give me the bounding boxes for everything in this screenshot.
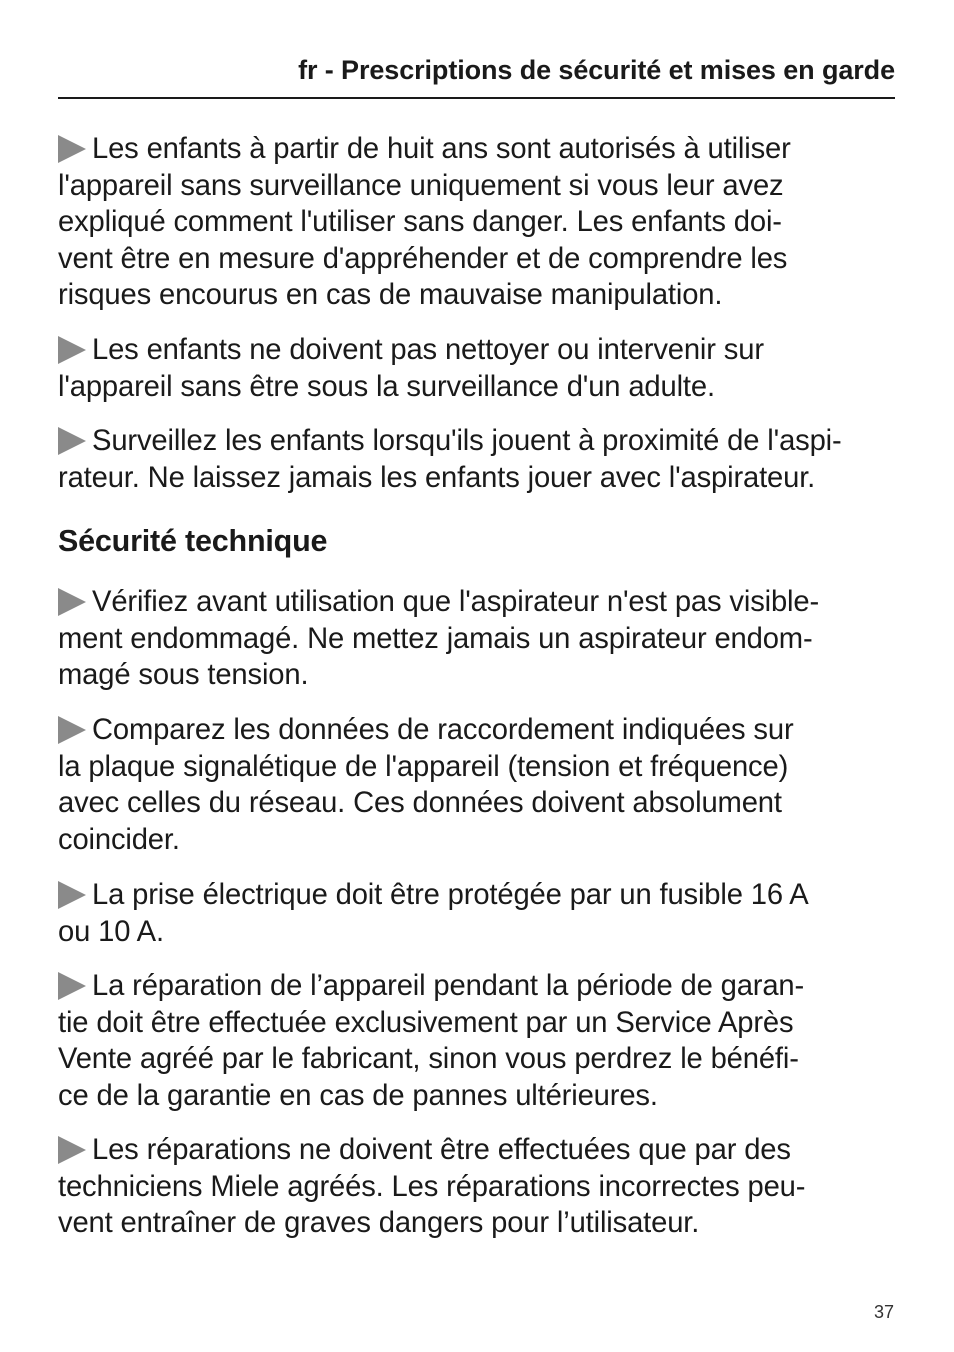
paragraph-line xyxy=(58,131,898,168)
triangle-bullet-icon xyxy=(58,716,86,744)
triangle-bullet-icon xyxy=(58,972,86,1000)
paragraph-line: tie doit être effectuée exclusivement par un Service Après xyxy=(58,1006,794,1039)
safety-paragraph xyxy=(58,332,898,405)
paragraph-line-text: Surveillez les enfants lorsqu'ils jouent à proximité de l'aspi- xyxy=(92,425,842,457)
safety-paragraph xyxy=(58,877,898,950)
page-number: 37 xyxy=(873,1302,894,1322)
paragraph-line xyxy=(58,332,898,369)
triangle-bullet-icon xyxy=(58,1136,86,1164)
safety-paragraph xyxy=(58,584,898,694)
safety-paragraph xyxy=(58,712,898,858)
paragraph-line: magé sous tension. xyxy=(58,659,309,692)
paragraph-line-text: Les réparations ne doivent être effectuées que par des xyxy=(92,1134,791,1166)
triangle-bullet-icon xyxy=(58,336,86,364)
triangle-bullet-icon xyxy=(58,135,86,163)
paragraph-line: risques encourus en cas de mauvaise manipulation. xyxy=(58,279,723,312)
paragraph-line xyxy=(58,423,898,460)
paragraph-line xyxy=(58,584,898,621)
paragraph-line: la plaque signalétique de l'appareil (tension et fréquence) xyxy=(58,750,789,783)
paragraph-line-text: La prise électrique doit être protégée par un fusible 16 A xyxy=(92,879,809,911)
safety-paragraph xyxy=(58,423,898,496)
paragraph-line: expliqué comment l'utiliser sans danger. Les enfants doi- xyxy=(58,206,782,239)
paragraph-line: vent entraîner de graves dangers pour l’utilisateur. xyxy=(58,1207,700,1240)
paragraph-line-text: Les enfants à partir de huit ans sont autorisés à utiliser xyxy=(92,133,791,165)
triangle-bullet-icon xyxy=(58,427,86,455)
paragraph-line xyxy=(58,1132,898,1169)
paragraph-line: l'appareil sans être sous la surveillance d'un adulte. xyxy=(58,370,715,403)
paragraph-line-text: Vérifiez avant utilisation que l'aspirateur n'est pas visible- xyxy=(92,586,820,618)
page-header-title: fr - Prescriptions de sécurité et mises en garde xyxy=(298,55,895,85)
paragraph-line-text: La réparation de l’appareil pendant la période de garan- xyxy=(92,970,805,1002)
triangle-bullet-icon xyxy=(58,588,86,616)
paragraph-line: rateur. Ne laissez jamais les enfants jouer avec l'aspirateur. xyxy=(58,461,816,494)
paragraph-line xyxy=(58,712,898,749)
paragraph-line: Vente agréé par le fabricant, sinon vous perdrez le bénéfi- xyxy=(58,1043,799,1076)
paragraph-line: vent être en mesure d'appréhender et de comprendre les xyxy=(58,242,788,275)
paragraph-line: avec celles du réseau. Ces données doivent absolument xyxy=(58,787,782,820)
paragraph-line: techniciens Miele agréés. Les réparations incorrectes peu- xyxy=(58,1170,806,1203)
safety-paragraph xyxy=(58,968,898,1114)
safety-paragraph xyxy=(58,1132,898,1242)
paragraph-line: ce de la garantie en cas de pannes ultérieures. xyxy=(58,1079,658,1112)
paragraph-line-text: Comparez les données de raccordement indiquées sur xyxy=(92,714,794,746)
paragraph-line-text: Les enfants ne doivent pas nettoyer ou intervenir sur xyxy=(92,334,764,366)
triangle-bullet-icon xyxy=(58,881,86,909)
paragraph-line xyxy=(58,877,898,914)
paragraph-line: ment endommagé. Ne mettez jamais un aspirateur endom- xyxy=(58,622,813,655)
safety-paragraph xyxy=(58,131,898,314)
paragraph-line: l'appareil sans surveillance uniquement si vous leur avez xyxy=(58,169,784,202)
paragraph-line: ou 10 A. xyxy=(58,915,164,948)
page-header xyxy=(58,52,895,99)
paragraph-line: coincider. xyxy=(58,823,180,856)
paragraph-line xyxy=(58,968,898,1005)
section-heading: Sécurité technique xyxy=(58,524,328,558)
